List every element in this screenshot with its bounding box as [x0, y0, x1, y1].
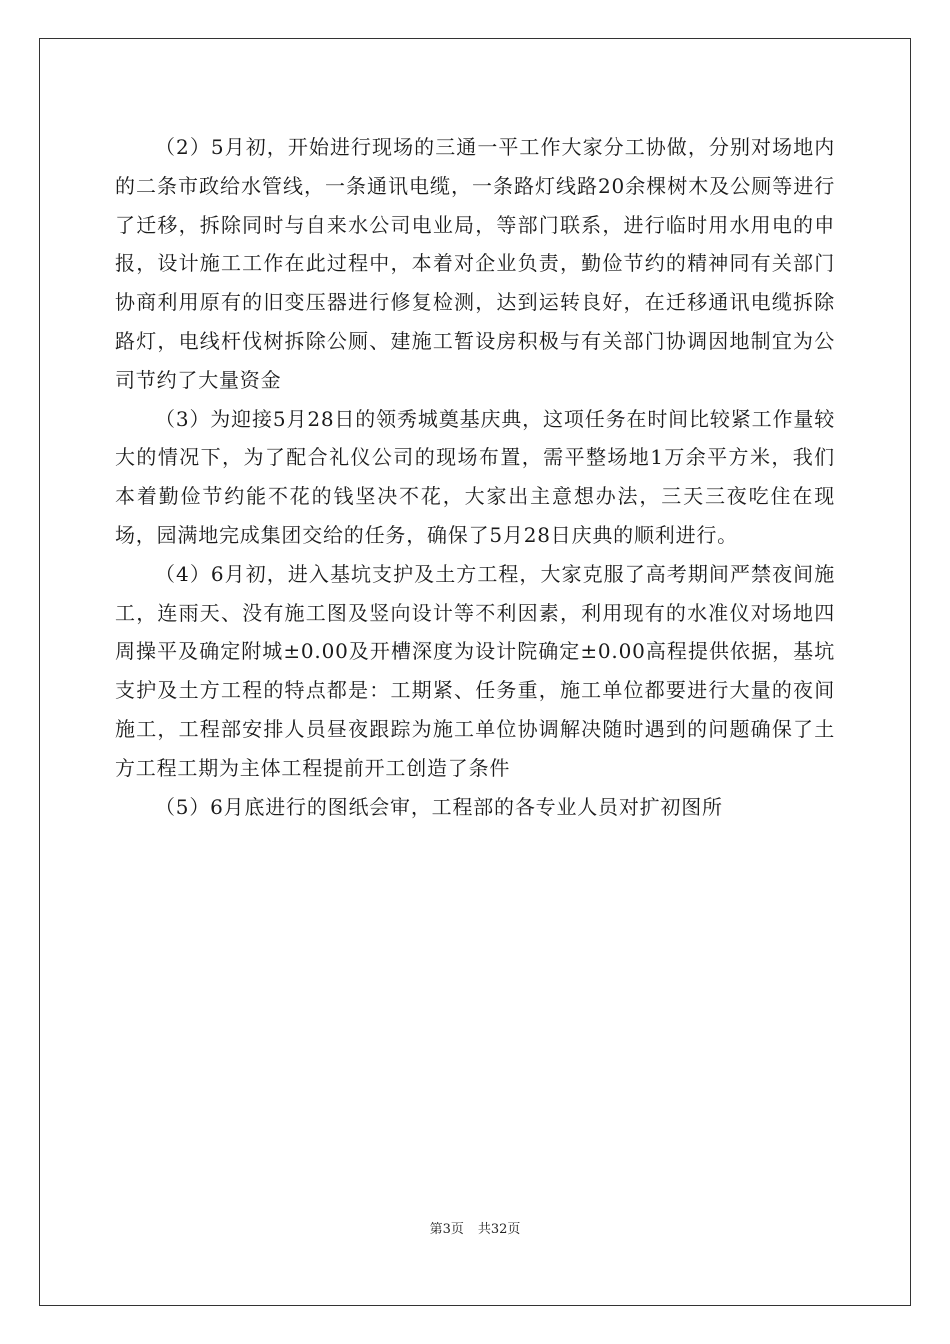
page-number: 第3页 [429, 1222, 464, 1237]
total-pages: 共32页 [477, 1222, 521, 1237]
paragraph-3: （3）为迎接5月28日的领秀城奠基庆典，这项任务在时间比较紧工作量较大的情况下，为了配合礼仪公司的现场布置，需平整场地1万余平方米，我们本着勤俭节约能不花的钱坚决不花，大家出主意想办法，三天三夜吃住在现场，园满地完成集团交给的任务，确保了5月28日庆典的顺利进行。 [115, 406, 835, 547]
page-footer [0, 1218, 950, 1237]
paragraph-4: （4）6月初，进入基坑支护及土方工程，大家克服了高考期间严禁夜间施工，连雨天、没有施工图及竖向设计等不利因素，利用现有的水准仪对场地四周操平及确定附城±0.00及开槽深度为设计院确定±0.00高程提供依据，基坑支护及土方工程的特点都是：工期紧、任务重，施工单位都要进行大量的夜间施工，工程部安排人员昼夜跟踪为施工单位协调解决随时遇到的问题确保了土方工程工期为主体工程提前开工创造了条件 [115, 561, 835, 780]
paragraph-5: （5）6月底进行的图纸会审，工程部的各专业人员对扩初图所 [155, 794, 723, 819]
document-body [115, 128, 835, 826]
paragraph-2: （2）5月初，开始进行现场的三通一平工作大家分工协做，分别对场地内的二条市政给水管线，一条通讯电缆，一条路灯线路20余棵树木及公厕等进行了迁移，拆除同时与自来水公司电业局，等部门联系，进行临时用水用电的申报，设计施工工作在此过程中，本着对企业负责，勤俭节约的精神同有关部门协商利用原有的旧变压器进行修复检测，达到运转良好，在迁移通讯电缆拆除路灯，电线杆伐树拆除公厕、建施工暂设房积极与有关部门协调因地制宜为公司节约了大量资金 [115, 135, 835, 392]
